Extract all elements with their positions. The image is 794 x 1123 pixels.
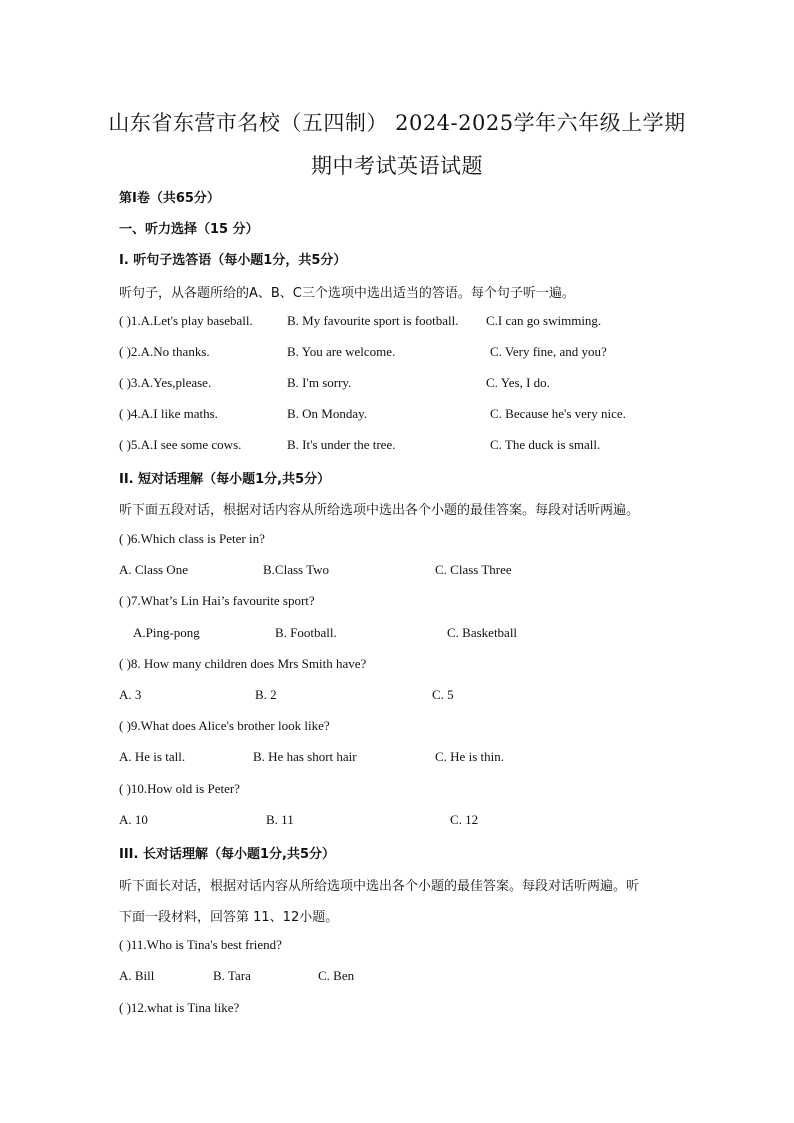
part3-instruction-line2: 下面一段材料，回答第 11、12小题。 [119, 910, 339, 925]
option-a: A. He is tall. [119, 749, 186, 764]
question-9: ( )9.What does Alice's brother look like? [119, 718, 330, 733]
question-6: ( )6.Which class is Peter in? [119, 531, 265, 546]
option-c: C. Because he's very nice. [490, 406, 626, 421]
question-7: ( )7.What’s Lin Hai’s favourite sport? [119, 593, 315, 608]
part1-heading: I. 听句子选答语（每小题1分，共5分） [119, 253, 347, 268]
option-c: C. Yes, I do. [486, 375, 550, 390]
option-c: C. Class Three [435, 562, 512, 577]
option-b: B. On Monday. [287, 406, 368, 421]
part3-instruction-line1: 听下面长对话，根据对话内容从所给选项中选出各个小题的最佳答案。每段对话听两遍。听 [119, 879, 640, 894]
volume-heading: 第Ⅰ卷（共65分） [119, 191, 220, 206]
option-c: C. 12 [450, 812, 479, 827]
option-c: C. Ben [318, 968, 355, 983]
option-b: B. It's under the tree. [287, 437, 396, 452]
question-11: ( )11.Who is Tina's best friend? [119, 937, 282, 952]
part1-instruction: 听句子，从各题所给的A、B、C三个选项中选出适当的答语。每个句子听一遍。 [119, 286, 575, 301]
option-c: C. The duck is small. [490, 437, 601, 452]
option-b: B. Tara [213, 968, 251, 983]
option-a: A. Class One [119, 562, 188, 577]
question-stem: ( )4.A.I like maths. [119, 406, 218, 421]
section1-heading: 一、听力选择（15 分） [119, 222, 259, 237]
option-b: B. 11 [266, 812, 294, 827]
option-a: A. Bill [119, 968, 155, 983]
document-title-line2: 期中考试英语试题 [311, 154, 483, 178]
question-stem: ( )2.A.No thanks. [119, 344, 210, 359]
option-c: C. Very fine, and you? [490, 344, 607, 359]
question-12: ( )12.what is Tina like? [119, 1000, 240, 1015]
option-b: B. My favourite sport is football. [287, 313, 459, 328]
question-stem: ( )3.A.Yes,please. [119, 375, 212, 390]
option-b: B. I'm sorry. [287, 375, 352, 390]
option-b: B. Football. [275, 625, 337, 640]
option-b: B. He has short hair [253, 749, 357, 764]
part2-instruction: 听下面五段对话，根据对话内容从所给选项中选出各个小题的最佳答案。每段对话听两遍。 [119, 503, 640, 518]
question-stem: ( )1.A.Let's play baseball. [119, 313, 253, 328]
document-title-line1: 山东省东营市名校（五四制） 2024-2025学年六年级上学期 [108, 111, 686, 135]
option-a: A.Ping-pong [133, 625, 200, 640]
option-c: C. 5 [432, 687, 454, 702]
part2-heading: II. 短对话理解（每小题1分,共5分） [119, 472, 331, 487]
option-b: B.Class Two [263, 562, 330, 577]
part3-heading: III. 长对话理解（每小题1分,共5分） [119, 847, 336, 862]
option-c: C. Basketball [447, 625, 518, 640]
option-a: A. 3 [119, 687, 142, 702]
question-10: ( )10.How old is Peter? [119, 781, 240, 796]
option-c: C.I can go swimming. [486, 313, 602, 328]
option-b: B. 2 [255, 687, 277, 702]
option-b: B. You are welcome. [287, 344, 396, 359]
question-8: ( )8. How many children does Mrs Smith have? [119, 656, 367, 671]
question-stem: ( )5.A.I see some cows. [119, 437, 242, 452]
option-a: A. 10 [119, 812, 148, 827]
option-c: C. He is thin. [435, 749, 504, 764]
